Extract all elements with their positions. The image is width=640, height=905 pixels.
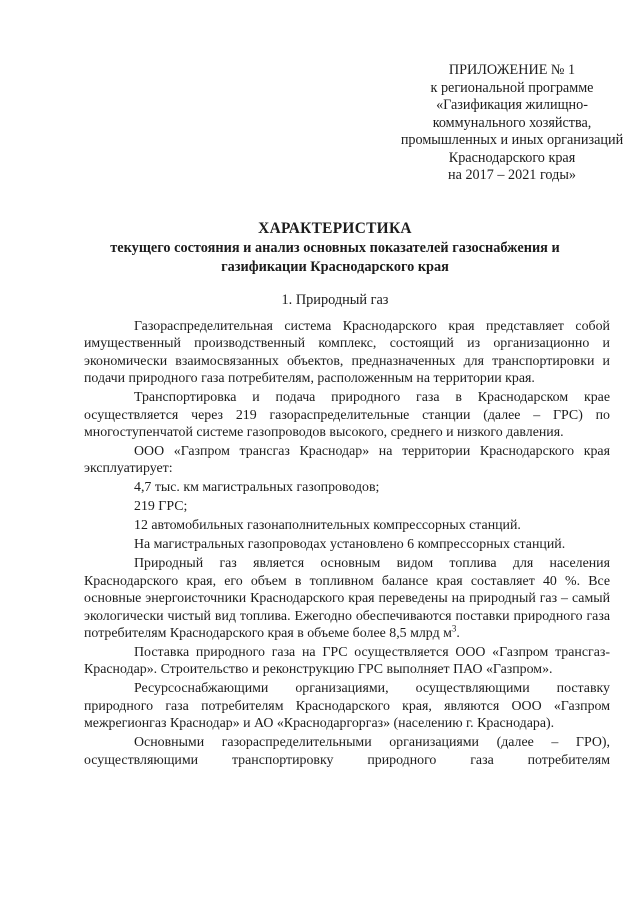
annex-line: к региональной программе — [430, 79, 594, 96]
paragraph: На магистральных газопроводах установлено 6 компрессорных станций. — [134, 537, 566, 553]
paragraph: Основными газораспределительными организациями (далее – ГРО), осуществляющими транспортировку природного газа потребителям — [84, 735, 610, 768]
annex-line: коммунального хозяйства, — [432, 114, 592, 131]
list-item: 4,7 тыс. км магистральных газопроводов; — [134, 480, 380, 496]
document-subtitle-line-1: текущего состояния и анализ основных показателей газоснабжения и — [110, 240, 560, 256]
annex-block — [392, 62, 632, 185]
document-title: ХАРАКТЕРИСТИКА — [258, 220, 412, 237]
document-body — [84, 318, 610, 771]
annex-line: «Газификация жилищно- — [436, 97, 588, 113]
paragraph — [84, 555, 610, 642]
superscript: 3 — [451, 623, 457, 634]
paragraph-text: Природный газ является основным видом топлива для населения Краснодарского края, его объем в топливном балансе края составляет 40 %. Все основные энергоисточники Краснодарского края переведены на природный газ – самый экологически чистый вид топлива. Ежегодно обеспечиваются поставки природного газа потребителям Краснодарского края в объеме более 8,5 млрд м — [84, 556, 610, 642]
paragraph: Газораспределительная система Краснодарского края представляет собой имущественный производственный комплекс, состоящий из организационно и экономически взаимосвязанных объектов, предназначенных для транспортировки и подачи природного газа потребителям, расположенным на территории края. — [84, 319, 610, 387]
paragraph-end: . — [456, 626, 460, 642]
paragraph: Ресурсоснабжающими организациями, осуществляющими поставку природного газа потребителям Краснодарского края, являются ООО «Газпром межрегионгаз Краснодар» и АО «Краснодаргоргаз» (населению г. Краснодара). — [84, 681, 610, 732]
document-heading — [84, 219, 586, 277]
paragraph: Поставка природного газа на ГРС осуществляется ООО «Газпром трансгаз-Краснодар». Строительство и реконструкцию ГРС выполняет ПАО «Газпром». — [84, 645, 610, 678]
annex-line: Краснодарского края — [448, 149, 576, 166]
document-subtitle-line-2: газификации Краснодарского края — [221, 259, 449, 275]
paragraph: ООО «Газпром трансгаз Краснодар» на территории Краснодарского края эксплуатирует: — [84, 444, 610, 477]
paragraph: Транспортировка и подача природного газа в Краснодарском крае осуществляется через 219 газораспределительные станции (далее – ГРС) по многоступенчатой системе газопроводов высокого, среднего и низкого давления. — [84, 390, 610, 441]
annex-line: ПРИЛОЖЕНИЕ № 1 — [448, 62, 576, 78]
list-item: 219 ГРС; — [134, 499, 188, 515]
annex-line: промышленных и иных организаций — [400, 132, 624, 148]
annex-line: на 2017 – 2021 годы» — [448, 167, 576, 183]
section-title: 1. Природный газ — [281, 292, 389, 308]
list-item: 12 автомобильных газонаполнительных компрессорных станций. — [134, 518, 521, 534]
